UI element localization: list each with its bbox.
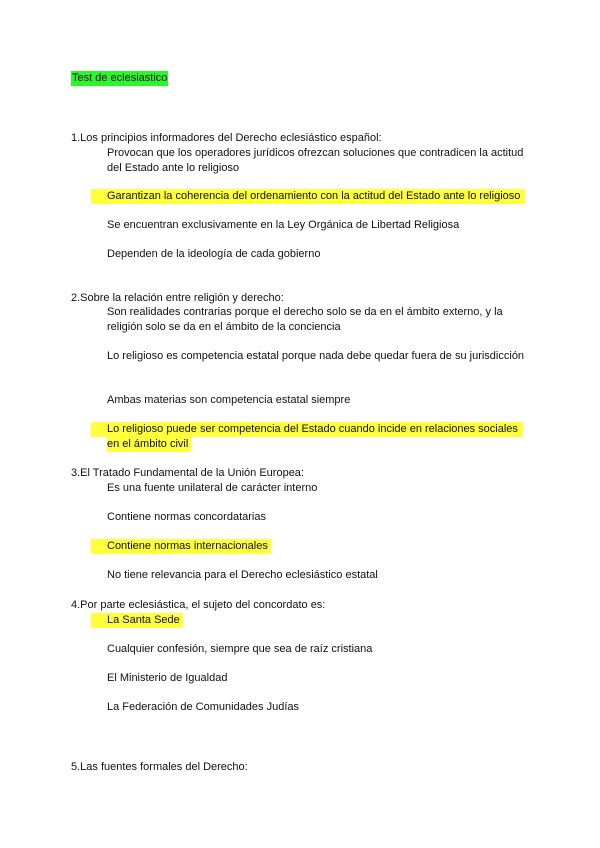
question-3: 3.El Tratado Fundamental de la Unión Europea: — [71, 467, 304, 479]
q1-option-c: Se encuentran exclusivamente en la Ley Orgánica de Libertad Religiosa — [107, 219, 460, 231]
document-title: Test de eclesiastico — [72, 72, 168, 84]
q3-option-d: No tiene relevancia para el Derecho eclesiástico estatal — [107, 569, 378, 581]
q1-option-d: Dependen de la ideología de cada gobierno — [107, 248, 321, 260]
q1-option-a: Provocan que los operadores jurídicos ofrezcan soluciones que contradicen la actitud del Estado ante lo religioso — [107, 147, 524, 174]
q2-option-b: Lo religioso es competencia estatal porque nada debe quedar fuera de su jurisdicción — [107, 350, 525, 362]
question-2: 2.Sobre la relación entre religión y derecho: — [71, 292, 284, 304]
q4-option-c: El Ministerio de Igualdad — [107, 672, 228, 684]
q3-option-c-correct: Contiene normas internacionales — [107, 540, 268, 552]
q4-option-a-correct: La Santa Sede — [107, 614, 180, 626]
question-4: 4.Por parte eclesiástica, el sujeto del concordato es: — [71, 599, 326, 611]
q2-option-d-correct: Lo religioso puede ser competencia del Estado cuando incide en relaciones sociales en el ámbito civil — [107, 423, 518, 450]
q4-option-b: Cualquier confesión, siempre que sea de raíz cristiana — [107, 643, 373, 655]
q4-option-d: La Federación de Comunidades Judías — [107, 701, 300, 713]
q3-option-a: Es una fuente unilateral de carácter interno — [107, 482, 318, 494]
question-1: 1.Los principios informadores del Derecho eclesiástico español: — [71, 132, 382, 144]
q2-option-a: Son realidades contrarias porque el derecho solo se da en el ámbito externo, y la religión solo se da en el ámbito de la conciencia — [107, 306, 503, 333]
q2-option-c: Ambas materias son competencia estatal siempre — [107, 394, 351, 406]
q3-option-b: Contiene normas concordatarias — [107, 511, 266, 523]
question-5: 5.Las fuentes formales del Derecho: — [71, 761, 248, 773]
q1-option-b-correct: Garantizan la coherencia del ordenamiento con la actitud del Estado ante lo religioso — [107, 190, 521, 202]
